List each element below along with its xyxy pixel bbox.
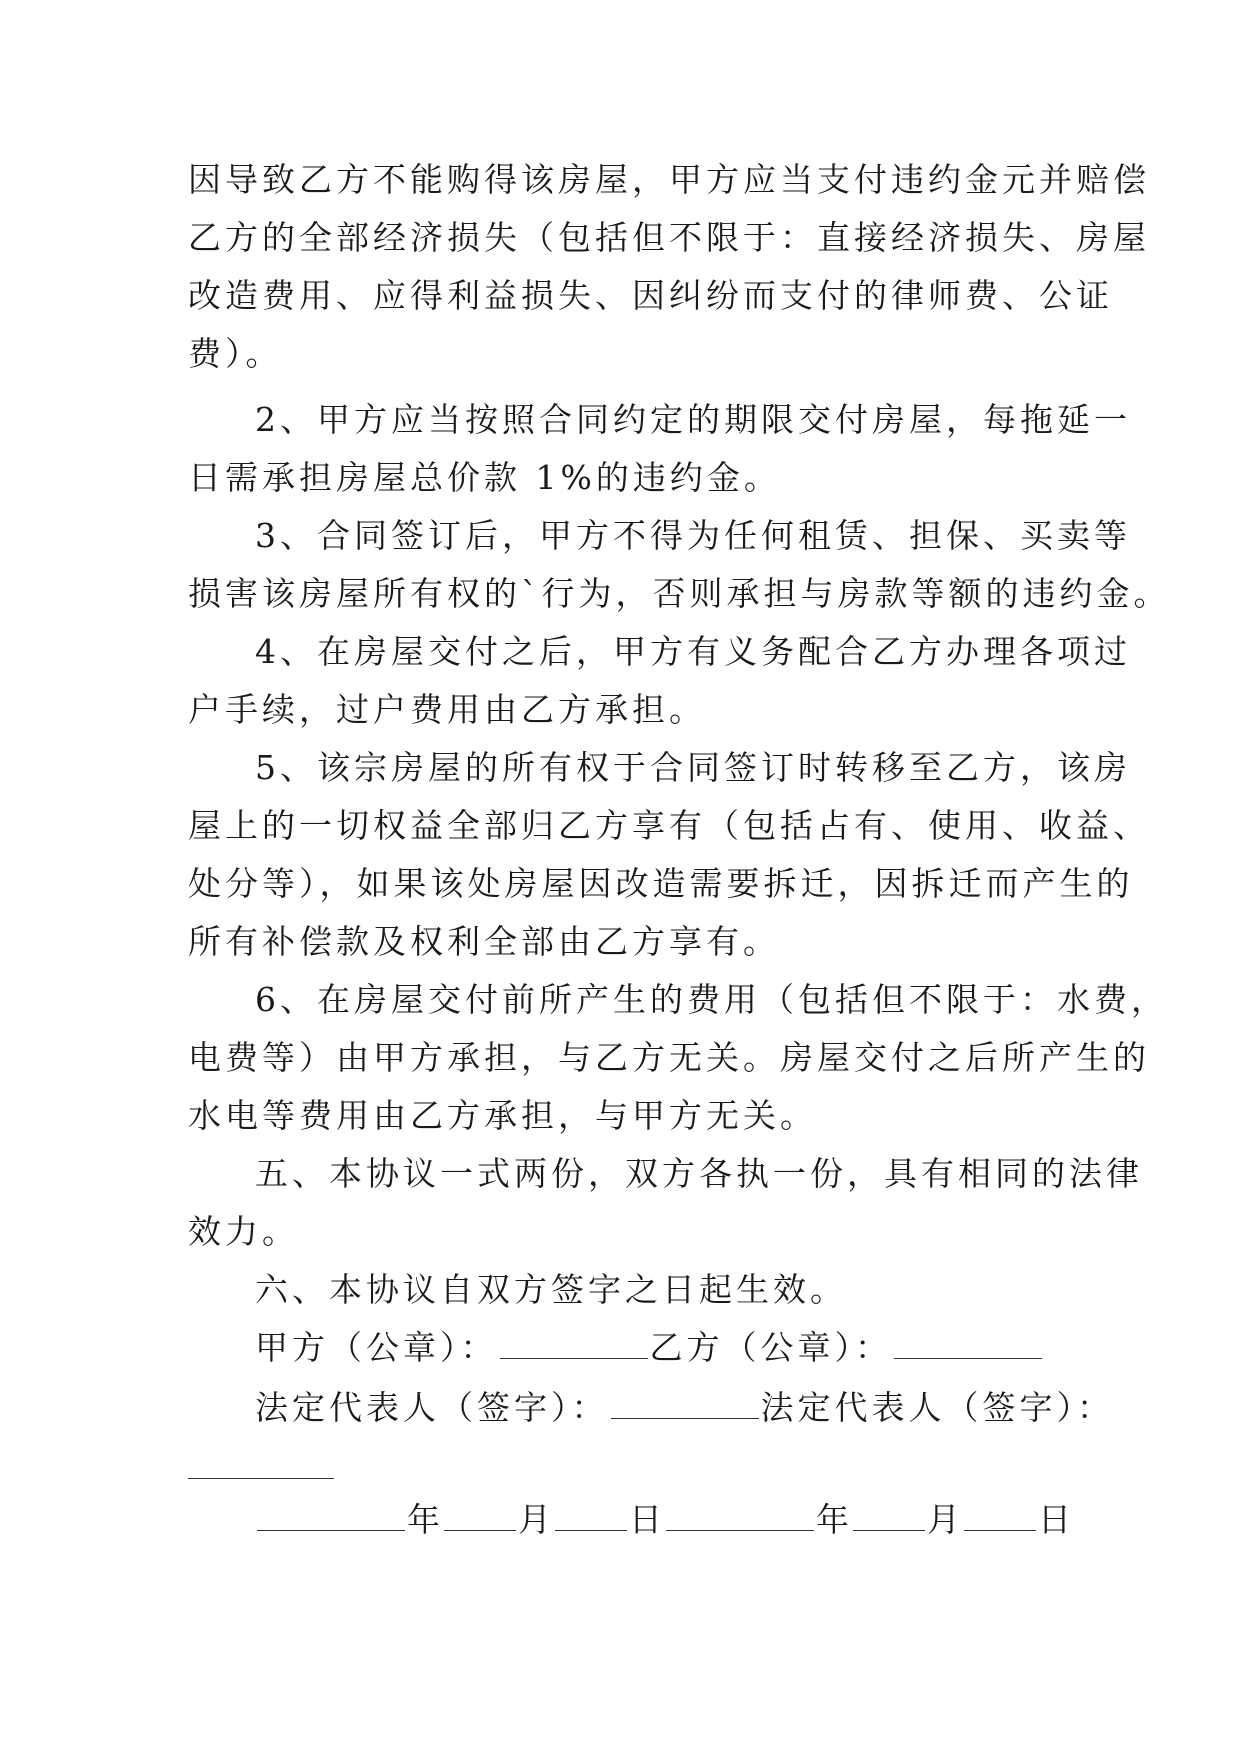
text-line: 水电等费用由乙方承担，与甲方无关。	[188, 1096, 817, 1135]
seal-line	[255, 1328, 1135, 1368]
party-b-seal-label: 乙方（公章）：	[649, 1328, 892, 1367]
text-line: 所有补偿款及权利全部由乙方享有。	[188, 922, 780, 961]
party-a-seal-label: 甲方（公章）：	[255, 1328, 498, 1367]
text-line: 5、该宗房屋的所有权于合同签订时转移至乙方，该房	[255, 748, 1131, 787]
text-line: 五、本协议一式两份，双方各执一份，具有相同的法律	[255, 1154, 1143, 1193]
year-b-blank[interactable]	[666, 1500, 814, 1531]
text-line: 改造费用、应得利益损失、因纠纷而支付的律师费、公证	[188, 276, 1113, 315]
year-a-blank[interactable]	[257, 1500, 405, 1531]
year-b-label: 年	[816, 1500, 851, 1539]
text-line: 日需承担房屋总价款 1%的违约金。	[188, 458, 781, 497]
text-line: 六、本协议自双方签字之日起生效。	[255, 1270, 847, 1309]
text-line: 乙方的全部经济损失（包括但不限于：直接经济损失、房屋	[188, 218, 1150, 257]
text-line: 2、甲方应当按照合同约定的期限交付房屋，每拖延一	[255, 400, 1131, 439]
text-line: 电费等）由甲方承担，与乙方无关。房屋交付之后所产生的	[188, 1038, 1150, 1077]
year-a-label: 年	[407, 1500, 442, 1539]
text-line: 户手续，过户费用由乙方承担。	[188, 690, 706, 729]
text-line: 3、合同签订后，甲方不得为任何租赁、担保、买卖等	[255, 516, 1131, 555]
legal-rep-line	[255, 1388, 1135, 1428]
month-a-blank[interactable]	[444, 1500, 516, 1531]
text-line: 费）。	[188, 334, 283, 373]
day-b-blank[interactable]	[964, 1500, 1036, 1531]
text-line: 屋上的一切权益全部归乙方享有（包括占有、使用、收益、	[188, 806, 1150, 845]
day-a-blank[interactable]	[555, 1500, 627, 1531]
month-a-label: 月	[518, 1500, 553, 1539]
legal-rep-b-blank[interactable]	[188, 1478, 334, 1479]
text-line: 处分等），如果该处房屋因改造需要拆迁，因拆迁而产生的	[188, 864, 1134, 903]
legal-rep-b-label: 法定代表人（签字）：	[760, 1388, 1114, 1427]
text-line: 损害该房屋所有权的`行为，否则承担与房款等额的违约金。	[188, 574, 1171, 613]
text-line: 4、在房屋交付之后，甲方有义务配合乙方办理各项过	[255, 632, 1131, 671]
legal-rep-a-blank[interactable]	[611, 1388, 759, 1419]
day-a-label: 日	[629, 1500, 664, 1539]
text-line: 效力。	[188, 1212, 299, 1251]
day-b-label: 日	[1038, 1500, 1073, 1539]
month-b-blank[interactable]	[853, 1500, 925, 1531]
legal-rep-a-label: 法定代表人（签字）：	[255, 1388, 609, 1427]
date-line	[255, 1500, 1135, 1540]
month-b-label: 月	[927, 1500, 962, 1539]
text-line: 因导致乙方不能购得该房屋，甲方应当支付违约金元并赔偿	[188, 160, 1150, 199]
text-line: 6、在房屋交付前所产生的费用（包括但不限于：水费，	[255, 980, 1168, 1019]
party-a-seal-blank[interactable]	[500, 1328, 648, 1359]
party-b-seal-blank[interactable]	[894, 1328, 1042, 1359]
